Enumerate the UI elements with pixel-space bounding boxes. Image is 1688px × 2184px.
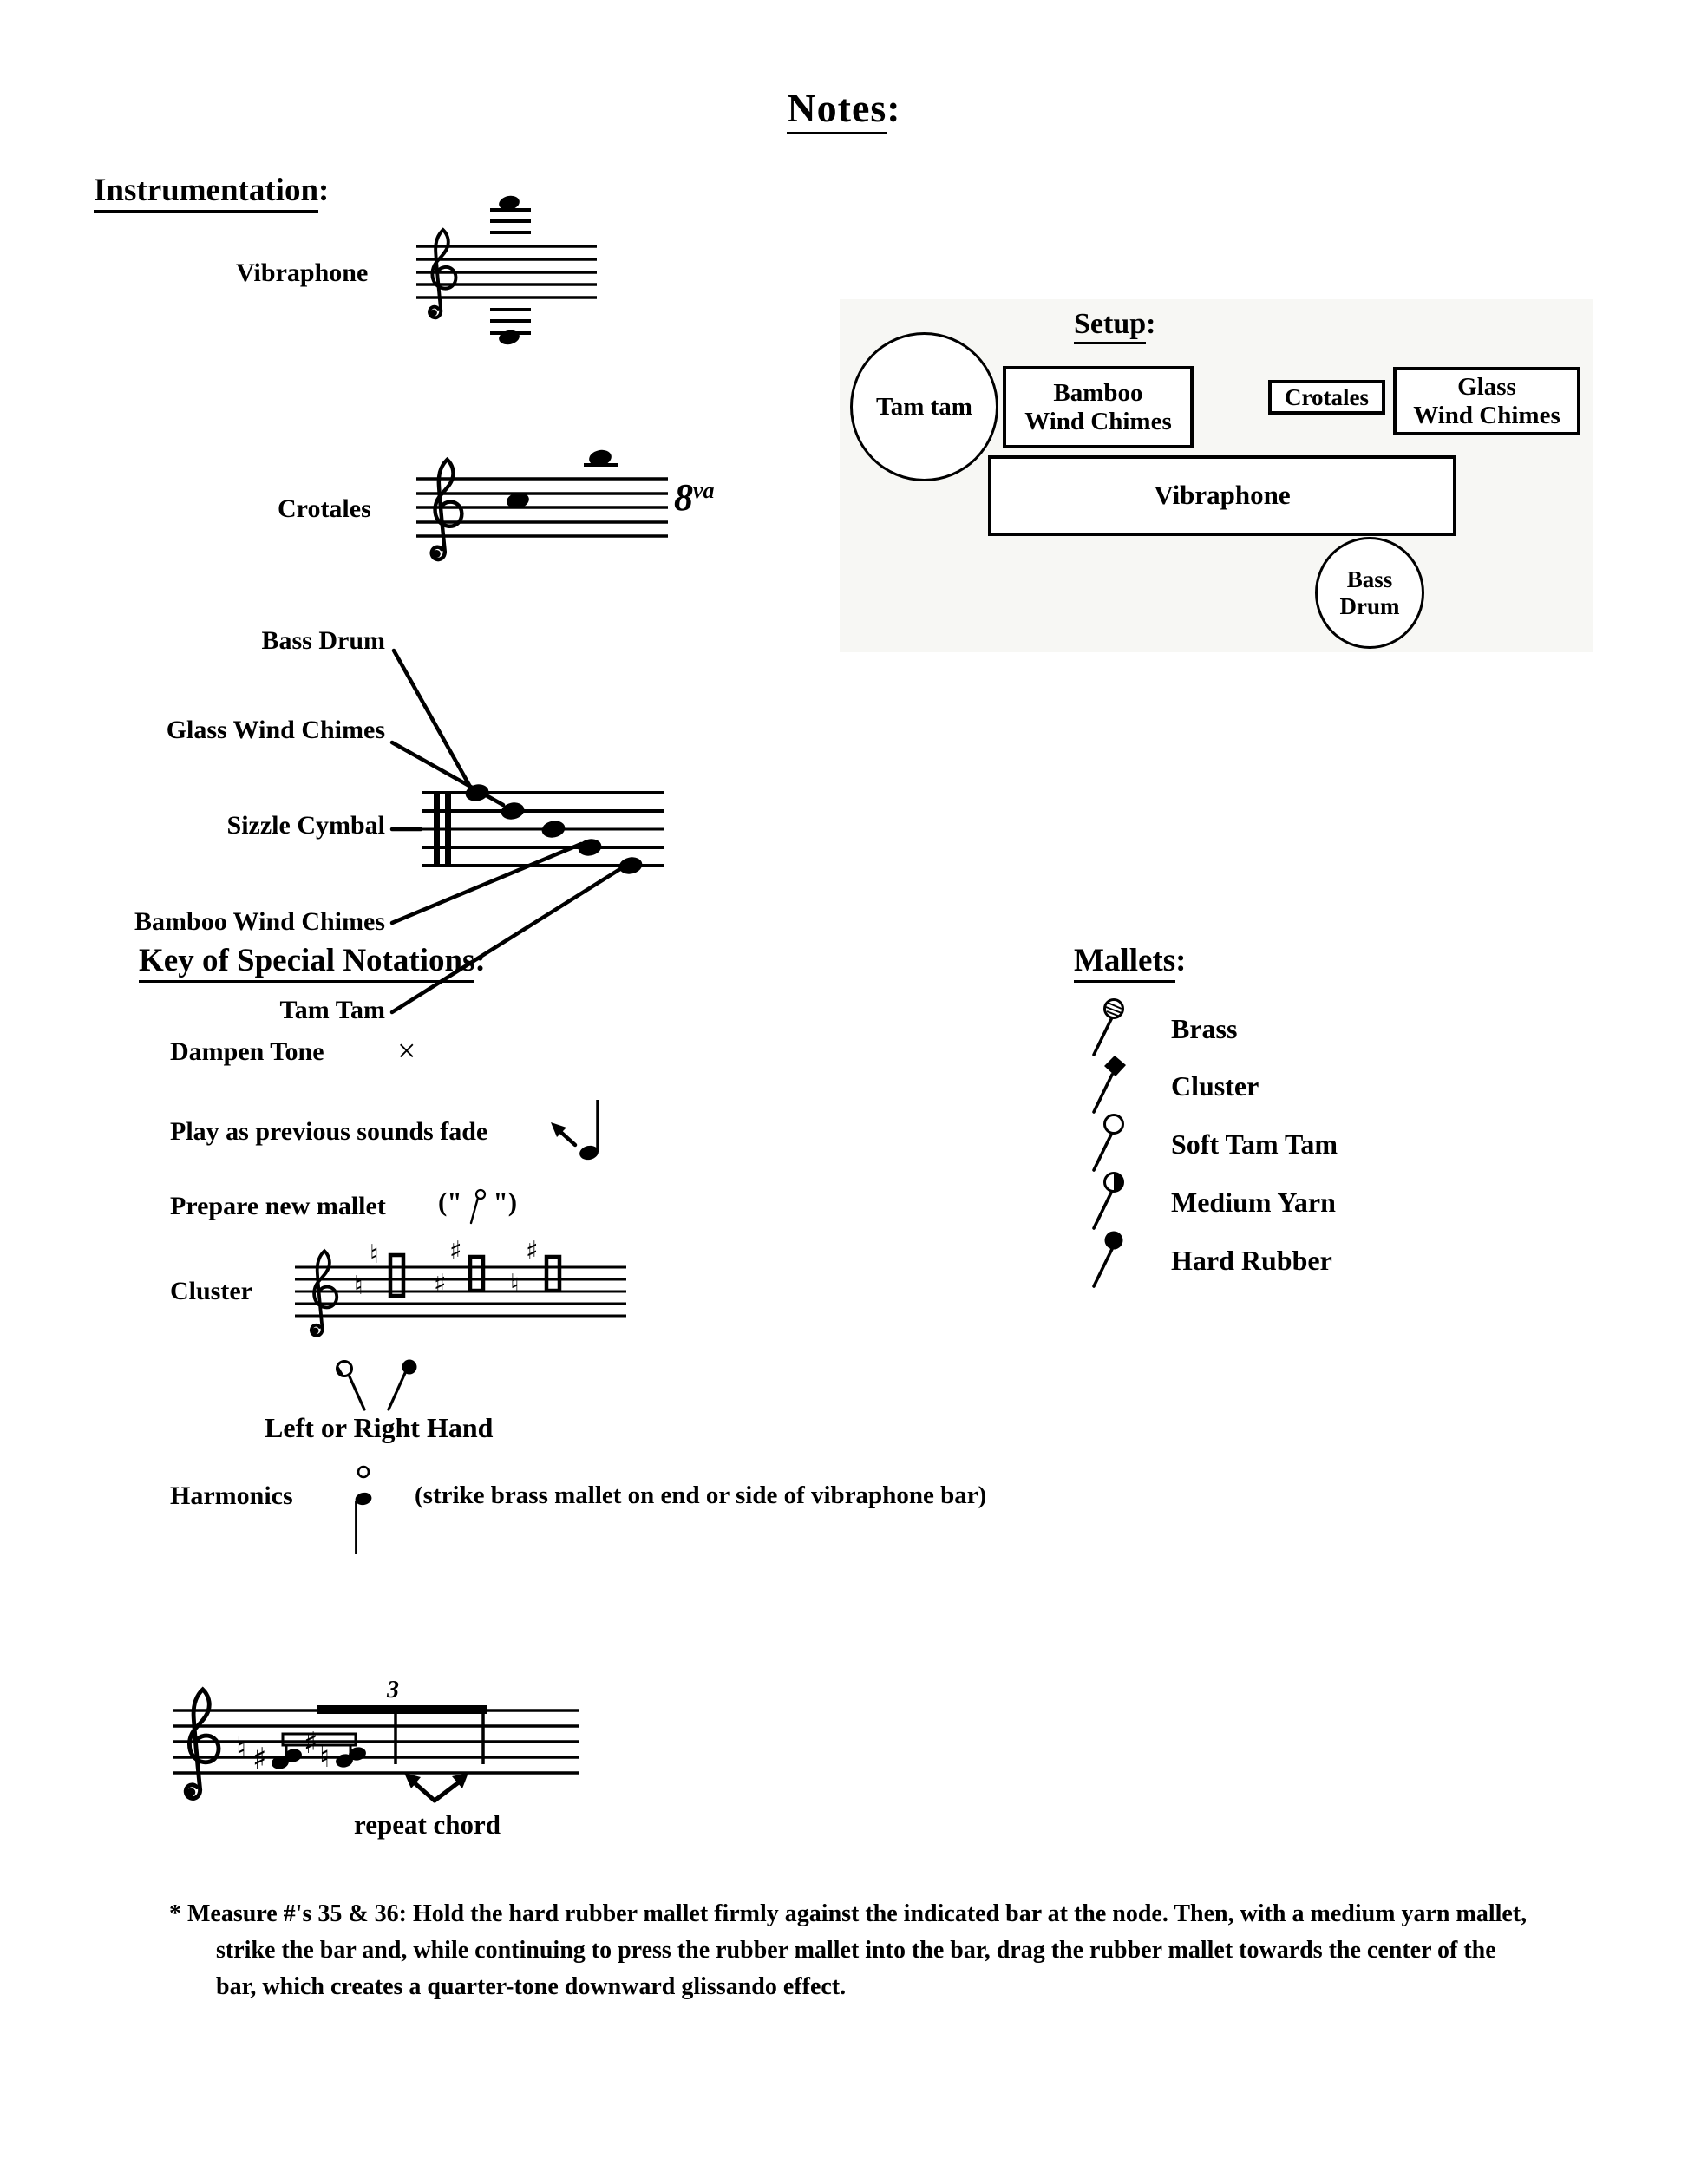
brass-mallet-icon bbox=[1086, 997, 1126, 1060]
left-right-mallets-icon bbox=[325, 1357, 438, 1418]
accidental: ♯ bbox=[526, 1236, 539, 1266]
setup-heading-colon: : bbox=[1146, 308, 1156, 340]
accidental: ♮ bbox=[370, 1239, 379, 1270]
soft-tam-tam-mallet-icon bbox=[1086, 1113, 1126, 1175]
setup-heading-text: Setup bbox=[1074, 308, 1146, 344]
mallet-row-medium-yarn bbox=[1086, 1171, 1336, 1233]
footnote: * Measure #'s 35 & 36: Hold the hard rubber mallet firmly against the indicated bar at the node. Then, with a medium yarn mallet, strike the bar and, while continuing to press the rubber mallet into the bar, drag the rubber mallet towards the center of the bar, which creates a quarter-tone downward glissando effect. bbox=[169, 1900, 1528, 2000]
mallet-row-cluster bbox=[1086, 1055, 1259, 1117]
accidental: ♮ bbox=[510, 1269, 520, 1299]
setup-crotales bbox=[1268, 380, 1385, 415]
cluster-label: Cluster bbox=[170, 1277, 252, 1305]
repeat-chord-label: repeat chord bbox=[354, 1809, 501, 1840]
octave-number: 8 bbox=[674, 476, 693, 519]
accidental: ♮ bbox=[236, 1731, 247, 1766]
setup-tam-tam bbox=[850, 332, 998, 481]
setup-bass-drum-line2: Drum bbox=[1339, 592, 1400, 619]
dampen-tone-x-symbol: × bbox=[397, 1033, 416, 1069]
setup-bamboo-line2: Wind Chimes bbox=[1024, 407, 1172, 435]
instrumentation-heading-text: Instrumentation bbox=[94, 173, 318, 213]
accidental: ♮ bbox=[354, 1271, 363, 1301]
mallet-row-brass bbox=[1086, 997, 1237, 1060]
mallets-heading-text: Mallets bbox=[1074, 943, 1175, 983]
crotales-range-staff bbox=[408, 434, 677, 572]
setup-bass-drum-line1: Bass bbox=[1346, 566, 1393, 593]
harmonics-label: Harmonics bbox=[170, 1481, 293, 1510]
page-title-text: Notes bbox=[787, 86, 887, 134]
setup-heading bbox=[1074, 308, 1155, 341]
cluster-staff bbox=[286, 1213, 633, 1364]
harmonic-note-icon bbox=[345, 1461, 385, 1560]
setup-bamboo-wind-chimes bbox=[1003, 366, 1194, 448]
mallets-heading bbox=[1074, 942, 1186, 979]
accidental: ♮ bbox=[319, 1740, 330, 1775]
key-heading bbox=[139, 942, 486, 979]
harmonics-note-text: (strike brass mallet on end or side of vibraphone bar) bbox=[415, 1481, 987, 1509]
setup-bass-drum bbox=[1315, 537, 1424, 649]
setup-crotales-label: Crotales bbox=[1285, 383, 1369, 410]
fade-note-arrow-icon bbox=[542, 1076, 625, 1167]
setup-tam-tam-label: Tam tam bbox=[876, 392, 972, 421]
mallet-label: Hard Rubber bbox=[1171, 1244, 1332, 1276]
setup-diagram-panel bbox=[840, 299, 1593, 652]
setup-glass-line2: Wind Chimes bbox=[1413, 401, 1560, 429]
fade-label: Play as previous sounds fade bbox=[170, 1117, 488, 1146]
mallets-heading-colon: : bbox=[1175, 943, 1187, 978]
prepare-mallet-label: Prepare new mallet bbox=[170, 1192, 386, 1220]
setup-glass-line1: Glass bbox=[1457, 373, 1516, 402]
setup-vibraphone bbox=[988, 455, 1456, 536]
accidental: ♯ bbox=[449, 1236, 462, 1266]
percussion-label-sizzle: Sizzle Cymbal bbox=[226, 811, 385, 840]
hard-rubber-mallet-icon bbox=[1086, 1229, 1126, 1291]
vibraphone-range-staff bbox=[408, 186, 607, 386]
mallet-label: Soft Tam Tam bbox=[1171, 1128, 1338, 1160]
mallet-row-soft-tam-tam bbox=[1086, 1113, 1338, 1175]
percussion-label-glass-chimes: Glass Wind Chimes bbox=[166, 716, 385, 744]
accidental: ♯ bbox=[304, 1726, 318, 1761]
accidental: ♯ bbox=[434, 1269, 447, 1299]
instrumentation-heading-colon: : bbox=[318, 173, 330, 208]
setup-vibraphone-label: Vibraphone bbox=[1154, 480, 1291, 511]
prepare-open-paren: (" bbox=[438, 1187, 462, 1217]
key-heading-text: Key of Special Notations bbox=[139, 943, 474, 983]
percussion-label-bamboo: Bamboo Wind Chimes bbox=[134, 907, 385, 936]
accidental: ♯ bbox=[252, 1742, 267, 1776]
page-title bbox=[0, 85, 1688, 131]
octave-marking bbox=[674, 476, 715, 519]
key-heading-colon: : bbox=[474, 943, 486, 978]
mallet-label: Cluster bbox=[1171, 1069, 1259, 1102]
octave-suffix: va bbox=[693, 478, 715, 503]
repeat-chord-staff bbox=[165, 1661, 599, 1813]
setup-glass-wind-chimes bbox=[1393, 367, 1580, 435]
percussion-label-bass-drum: Bass Drum bbox=[261, 626, 385, 655]
mallet-label: Brass bbox=[1171, 1012, 1238, 1044]
instrumentation-heading bbox=[94, 172, 329, 209]
cluster-mallet-icon bbox=[1086, 1055, 1126, 1117]
hands-label: Left or Right Hand bbox=[265, 1412, 494, 1443]
page-title-colon: : bbox=[887, 86, 901, 130]
mallet-row-hard-rubber bbox=[1086, 1229, 1332, 1291]
percussion-label-tam-tam: Tam Tam bbox=[279, 996, 385, 1024]
mallet-label: Medium Yarn bbox=[1171, 1186, 1336, 1218]
setup-bamboo-line1: Bamboo bbox=[1053, 379, 1143, 408]
dampen-tone-label: Dampen Tone bbox=[170, 1037, 324, 1066]
triplet-number: 3 bbox=[387, 1677, 399, 1703]
crotales-range-label: Crotales bbox=[278, 494, 371, 523]
prepare-close-paren: ") bbox=[493, 1187, 518, 1217]
vibraphone-range-label: Vibraphone bbox=[236, 258, 369, 287]
medium-yarn-mallet-icon bbox=[1086, 1171, 1126, 1233]
